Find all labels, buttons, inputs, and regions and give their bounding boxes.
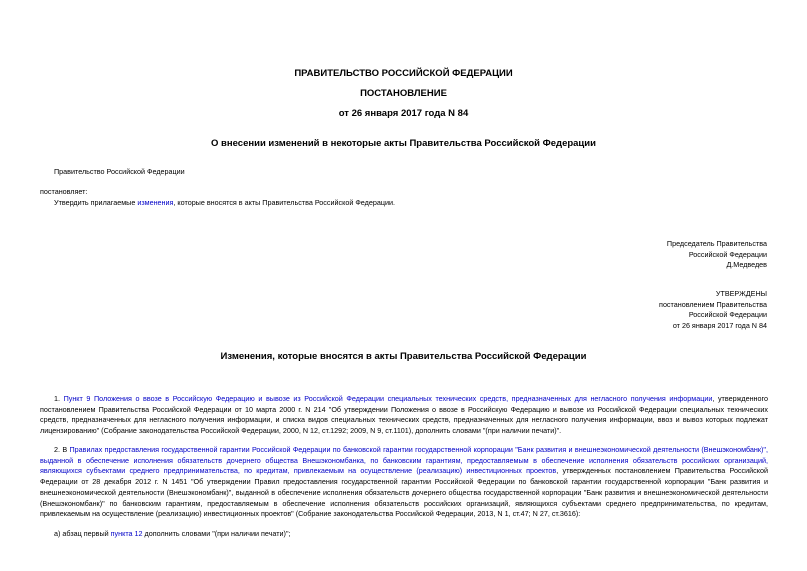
signature-block bbox=[667, 239, 767, 271]
item-2-number: 2. В bbox=[54, 445, 70, 454]
change-item-1 bbox=[40, 394, 768, 437]
changes-title: Изменения, которые вносятся в акты Правительства Российской Федерации bbox=[220, 351, 587, 362]
government-heading: ПРАВИТЕЛЬСТВО РОССИЙСКОЙ ФЕДЕРАЦИИ bbox=[294, 68, 513, 79]
approval-country: Российской Федерации bbox=[688, 310, 767, 320]
signature-name: Д.Медведев bbox=[726, 260, 767, 270]
change-item-2 bbox=[40, 445, 768, 520]
point-12-link[interactable]: пункта 12 bbox=[110, 529, 143, 538]
document-date: от 26 января 2017 года N 84 bbox=[338, 108, 469, 119]
document-title: О внесении изменений в некоторые акты Правительства Российской Федерации bbox=[211, 138, 596, 149]
subitem-a-post: дополнить словами "(при наличии печати)"; bbox=[142, 529, 291, 538]
item-1-regulation-link[interactable]: Положения о ввозе в Российскую Федерацию и вывозе из Российской Федерации специальных технических средств, предназначенных для негласного получения информации bbox=[94, 394, 713, 403]
approve-text-post: , которые вносятся в акты Правительства Российской Федерации. bbox=[173, 198, 395, 207]
item-2-text: , утвержденных постановлением Правительства Российской Федерации от 28 декабря 2012 г. N 1451 "Об утверждении Правил предоставления государственной гарантии Российской Федерации по банковской гарантии государственной корпорации "Банк развития и внешнеэкономической деятельности (Внешэкономбанк)", выданной в обеспечение исполнения обязательств дочернего общества государственной корпорации "Банк развития и внешнеэкономической деятельности (Внешэкономбанк)" по банковским гарантиям, предоставляемым в обеспечение исполнения обязательств российских организаций, являющихся субъектами среднего предпринимательства, по кредитам, привлекаемым на осуществление (реализацию) инвестиционных проектов" (Собрание законодательства Российской Федерации, 2013, N 1, ст.47; N 27, ст.3616): bbox=[40, 466, 768, 519]
approve-paragraph bbox=[54, 198, 395, 209]
approval-title: УТВЕРЖДЕНЫ bbox=[715, 289, 767, 298]
approval-date: от 26 января 2017 года N 84 bbox=[672, 321, 767, 331]
resolves-text: постановляет: bbox=[40, 187, 88, 196]
approve-text-pre: Утвердить прилагаемые bbox=[54, 198, 138, 207]
changes-link[interactable]: изменения bbox=[137, 198, 174, 207]
approval-by: постановлением Правительства bbox=[659, 299, 767, 309]
item-1-text: , утвержденного постановлением Правительства Российской Федерации от 10 марта 2000 г. N 214 "Об утверждении Положения о ввозе в Российскую Федерацию и вывозе из Российской Федерации специальных технических средств, предназначенных для негласного получения информации, и списка видов специальных технических средств, предназначенных для негласного получения информации, ввоз и вывоз которых подлежат лицензированию" (Собрание законодательства Российской Федерации, 2000, N 12, ст.1292; 2009, N 9, ст.1101), дополнить словами "(при наличии печати)". bbox=[40, 394, 768, 436]
item-1-point-link[interactable]: Пункт 9 bbox=[63, 394, 91, 403]
signature-country: Российской Федерации bbox=[688, 249, 767, 259]
issuer-text: Правительство Российской Федерации bbox=[54, 167, 185, 176]
item-1-number: 1. bbox=[54, 394, 64, 403]
subitem-a-pre: а) абзац первый bbox=[54, 529, 111, 538]
change-subitem-a bbox=[54, 529, 291, 540]
signature-position: Председатель Правительства bbox=[666, 239, 767, 248]
item-2-rules-link[interactable]: Правилах предоставления государственной гарантии Российской Федерации по банковской гарантии государственной корпорации "Банк развития и внешнеэкономической деятельности (Внешэкономбанк)", выданной в обеспечение исполнения обязательств дочернего общества Внешэкономбанка, по банковским гарантиям, предоставляемым в обеспечение исполнения обязательств российских организаций, являющихся субъектами среднего предпринимательства, по кредитам, привлекаемым на осуществление (реализацию) инвестиционных проектов bbox=[40, 445, 768, 476]
approval-block bbox=[659, 289, 767, 332]
document-type-heading: ПОСТАНОВЛЕНИЕ bbox=[360, 88, 447, 99]
